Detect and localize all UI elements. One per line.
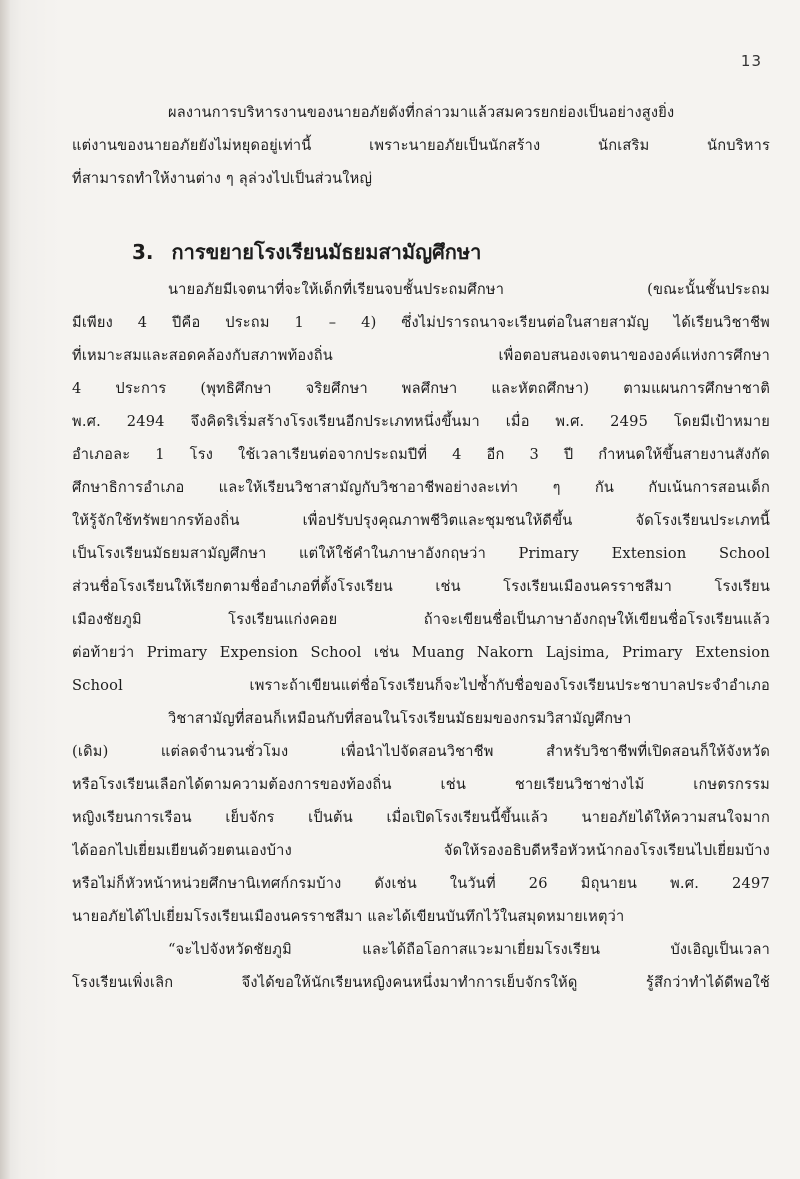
text-line: (เดิม) แต่ลดจำนวนชั่วโมง เพื่อนำไปจัดสอนวิชาชีพ สำหรับวิชาชีพที่เปิดสอนก็ให้จังหวัด xyxy=(72,743,770,760)
text-line: ส่วนชื่อโรงเรียนให้เรียกตามชื่ออำเภอที่ตั้งโรงเรียน เช่น โรงเรียนเมืองนครราชสีมา โรงเรียน xyxy=(72,578,770,595)
intro-paragraph xyxy=(72,96,770,195)
page-number: 13 xyxy=(740,52,762,70)
text-line: หญิงเรียนการเรือน เย็บจักร เป็นต้น เมื่อเปิดโรงเรียนนี้ขึ้นแล้ว นายอภัยได้ให้ความสนใจมาก xyxy=(72,809,770,826)
text-line: มีเพียง 4 ปีคือ ประถม 1 – 4) ซึ่งไม่ปรารถนาจะเรียนต่อในสายสามัญ ได้เรียนวิชาชีพ xyxy=(72,314,770,331)
text-line: แต่งานของนายอภัยยังไม่หยุดอยู่เท่านี้ เพราะนายอภัยเป็นนักสร้าง นักเสริม นักบริหาร xyxy=(72,137,770,154)
book-spine-shadow xyxy=(0,0,10,1179)
text-line: อำเภอละ 1 โรง ใช้เวลาเรียนต่อจากประถมปีที่ 4 อีก 3 ปี กำหนดให้ขึ้นสายงานสังกัด xyxy=(72,446,770,463)
paragraph-2 xyxy=(72,702,770,933)
text-line: เมืองชัยภูมิ โรงเรียนแก่งคอย ถ้าจะเขียนชื่อเป็นภาษาอังกฤษให้เขียนชื่อโรงเรียนแล้ว xyxy=(72,611,770,628)
text-line: ที่เหมาะสมและสอดคล้องกับสภาพท้องถิ่น เพื่อตอบสนองเจตนาขององค์แห่งการศึกษา xyxy=(72,347,770,364)
text-line: หรือไม่ก็หัวหน้าหน่วยศึกษานิเทศก์กรมบ้าง ดังเช่น ในวันที่ 26 มิถุนายน พ.ศ. 2497 xyxy=(72,875,770,892)
text-line: ต่อท้ายว่า Primary Expension School เช่น Muang Nakorn Lajsima, Primary Extension xyxy=(72,644,770,661)
page-content xyxy=(72,96,770,999)
text-line: นายอภัยได้ไปเยี่ยมโรงเรียนเมืองนครราชสีมา และได้เขียนบันทึกไว้ในสมุดหมายเหตุว่า xyxy=(72,908,625,925)
text-line: ได้ออกไปเยี่ยมเยียนด้วยตนเองบ้าง จัดให้รองอธิบดีหรือหัวหน้ากองโรงเรียนไปเยี่ยมบ้าง xyxy=(72,842,770,859)
text-line: ให้รู้จักใช้ทรัพยากรท้องถิ่น เพื่อปรับปรุงคุณภาพชีวิตและชุมชนให้ดีขึ้น จัดโรงเรียนประเภทนี้ xyxy=(72,512,770,529)
text-line: 4 ประการ (พุทธิศึกษา จริยศึกษา พลศึกษา และหัตถศึกษา) ตามแผนการศึกษาชาติ xyxy=(72,380,770,397)
text-line: โรงเรียนเพิ่งเลิก จึงได้ขอให้นักเรียนหญิงคนหนึ่งมาทำการเย็บจักรให้ดู รู้สึกว่าทำได้ดีพอใช้ xyxy=(72,974,770,991)
paragraph-3-quote xyxy=(72,933,770,999)
text-line: ผลงานการบริหารงานของนายอภัยดังที่กล่าวมาแล้วสมควรยกย่องเป็นอย่างสูงยิ่ง xyxy=(168,104,675,121)
section-title: การขยายโรงเรียนมัธยมสามัญศึกษา xyxy=(171,240,482,264)
text-line: ศึกษาธิการอำเภอ และให้เรียนวิชาสามัญกับวิชาอาชีพอย่างละเท่า ๆ กัน กับเน้นการสอนเด็ก xyxy=(72,479,770,496)
text-line: หรือโรงเรียนเลือกได้ตามความต้องการของท้องถิ่น เช่น ชายเรียนวิชาช่างไม้ เกษตรกรรม xyxy=(72,776,770,793)
text-line: ที่สามารถทำให้งานต่าง ๆ ลุล่วงไปเป็นส่วนใหญ่ xyxy=(72,170,373,187)
section-heading xyxy=(72,237,770,267)
text-line: พ.ศ. 2494 จึงคิดริเริ่มสร้างโรงเรียนอีกประเภทหนึ่งขึ้นมา เมื่อ พ.ศ. 2495 โดยมีเป้าหมาย xyxy=(72,413,770,430)
section-number: 3. xyxy=(132,240,154,264)
paragraph-1 xyxy=(72,273,770,702)
text-line: นายอภัยมีเจตนาที่จะให้เด็กที่เรียนจบชั้นประถมศึกษา (ขณะนั้นชั้นประถม xyxy=(168,281,770,298)
text-line: วิชาสามัญที่สอนก็เหมือนกับที่สอนในโรงเรียนมัธยมของกรมวิสามัญศึกษา xyxy=(168,710,632,727)
text-line: เป็นโรงเรียนมัธยมสามัญศึกษา แต่ให้ใช้คำในภาษาอังกฤษว่า Primary Extension School xyxy=(72,545,770,562)
text-line: School เพราะถ้าเขียนแต่ชื่อโรงเรียนก็จะไปซ้ำกับชื่อของโรงเรียนประชาบาลประจำอำเภอ xyxy=(72,677,770,694)
text-line: “จะไปจังหวัดชัยภูมิ และได้ถือโอกาสแวะมาเยี่ยมโรงเรียน บังเอิญเป็นเวลา xyxy=(168,941,770,958)
